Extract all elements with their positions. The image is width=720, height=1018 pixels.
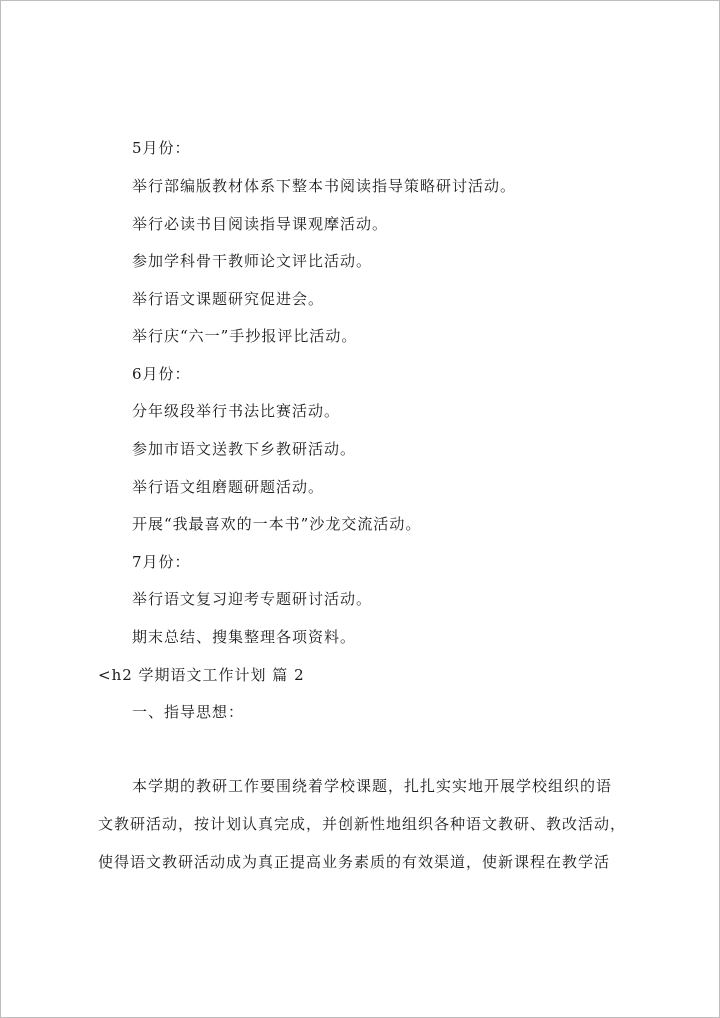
month-heading-july: 7月份： — [132, 553, 191, 571]
list-item: 举行庆“六一”手抄报评比活动。 — [132, 327, 358, 345]
list-item: 举行语文组磨题研题活动。 — [132, 478, 325, 496]
section-title: <h2 学期语文工作计划 篇 2 — [98, 666, 305, 684]
list-item: 开展“我最喜欢的一本书”沙龙交流活动。 — [132, 515, 422, 533]
outline-heading: 一、指导思想： — [132, 703, 245, 721]
paragraph-line: 文教研活动，按计划认真完成，并创新性地组织各种语文教研、教改活动， — [98, 815, 627, 833]
list-item: 期末总结、搜集整理各项资料。 — [132, 628, 357, 646]
list-item: 分年级段举行书法比赛活动。 — [132, 402, 341, 420]
list-item: 举行部编版教材体系下整本书阅读指导策略研讨活动。 — [132, 177, 517, 195]
list-item: 举行语文复习迎考专题研讨活动。 — [132, 590, 373, 608]
list-item: 举行必读书目阅读指导课观摩活动。 — [132, 215, 389, 233]
month-heading-may: 5月份： — [132, 139, 191, 157]
paragraph-line: 本学期的教研工作要围绕着学校课题，扎扎实实地开展学校组织的语 — [132, 777, 613, 795]
list-item: 参加学科骨干教师论文评比活动。 — [132, 252, 373, 270]
month-heading-june: 6月份： — [132, 365, 191, 383]
paragraph-line: 使得语文教研活动成为真正提高业务素质的有效渠道，使新课程在教学活 — [98, 853, 611, 871]
list-item: 参加市语文送教下乡教研活动。 — [132, 440, 357, 458]
list-item: 举行语文课题研究促进会。 — [132, 290, 325, 308]
